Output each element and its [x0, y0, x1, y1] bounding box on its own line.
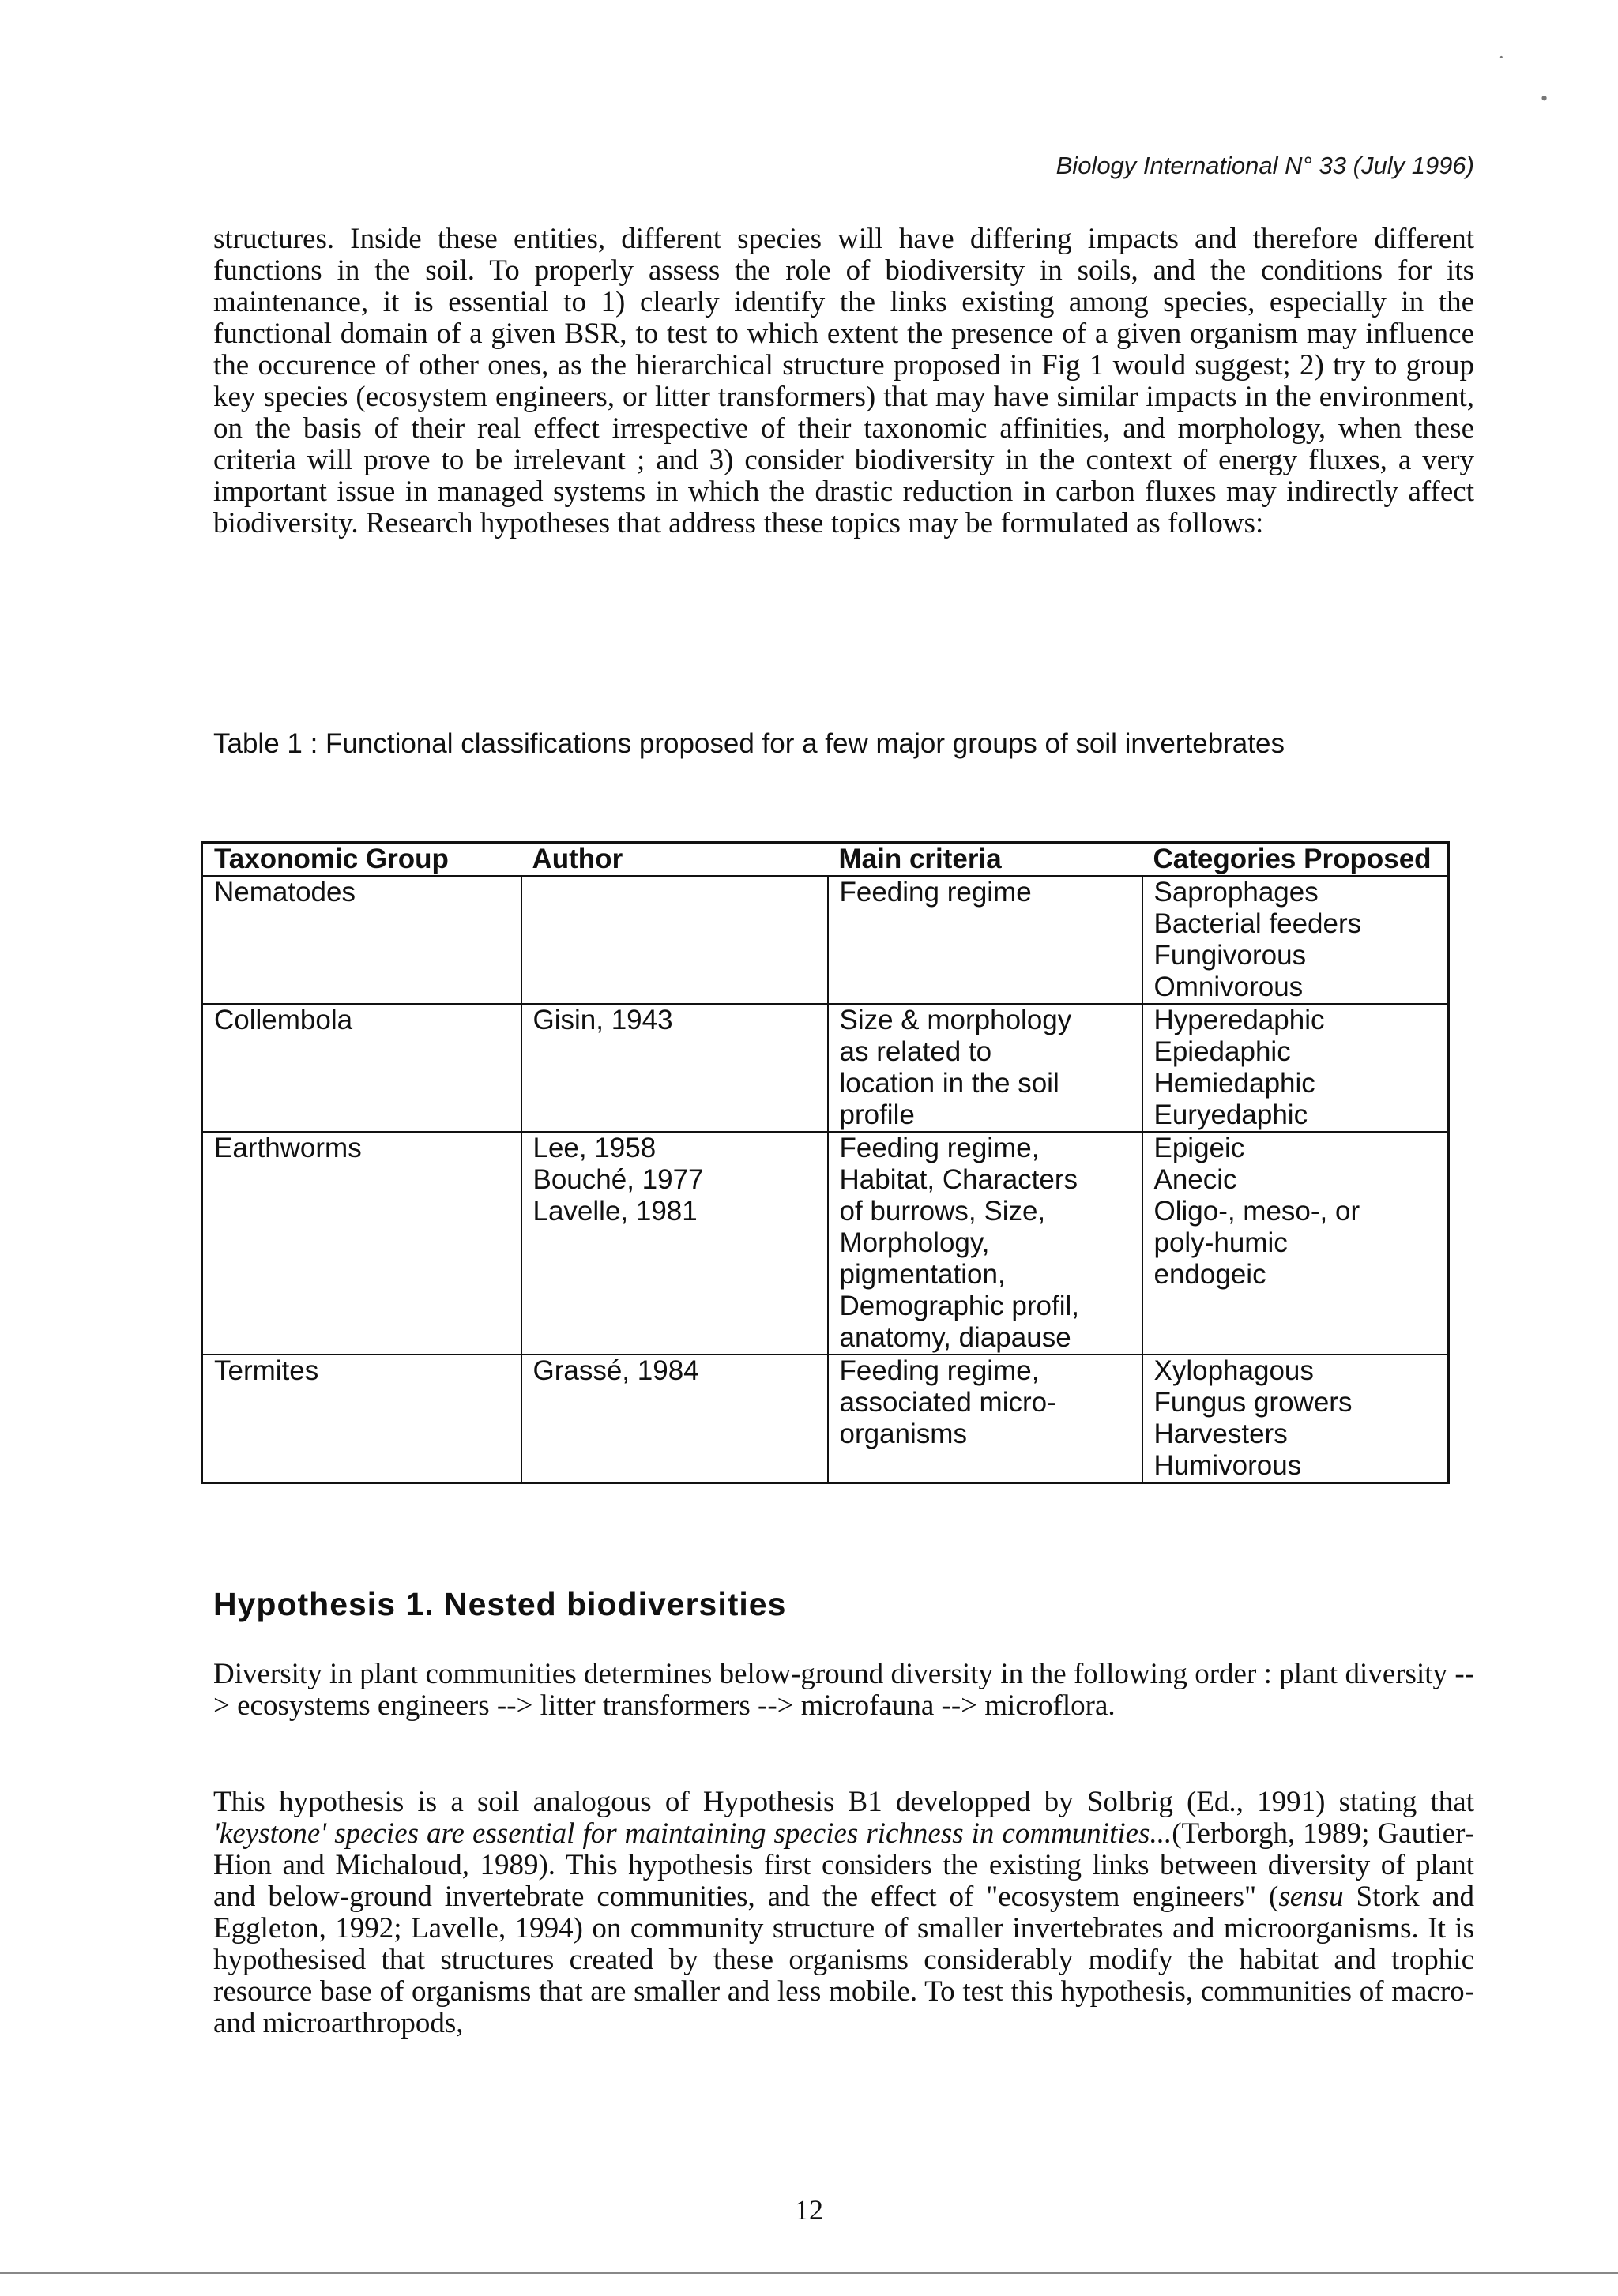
cell-line: anatomy, diapause	[839, 1322, 1071, 1353]
cell-line: Epiedaphic	[1153, 1036, 1291, 1067]
running-header: Biology International N° 33 (July 1996)	[1055, 152, 1474, 179]
bottom-rule	[0, 2272, 1618, 2274]
categories-cell	[1142, 876, 1449, 1004]
cell-line: Nematodes	[214, 877, 356, 908]
cell-line: Feeding regime	[839, 877, 1032, 908]
cell-line: as related to	[839, 1036, 992, 1067]
header-author: Author	[521, 843, 828, 877]
cell-line: of burrows, Size,	[839, 1196, 1046, 1227]
cell-line: Anecic	[1153, 1164, 1237, 1195]
cell-line: Gisin, 1943	[532, 1005, 673, 1035]
cell-line: Bacterial feeders	[1153, 908, 1362, 939]
group-cell	[202, 1132, 521, 1355]
table-row	[202, 1355, 1449, 1483]
table-row	[202, 1004, 1449, 1132]
cell-line: Termites	[214, 1355, 319, 1386]
cell-line: Morphology,	[839, 1227, 990, 1258]
cell-line: Demographic profil,	[839, 1291, 1079, 1321]
cell-line: Euryedaphic	[1153, 1099, 1308, 1130]
cell-line: Feeding regime,	[839, 1355, 1040, 1386]
cell-line: Collembola	[214, 1005, 353, 1035]
italic-quote: 'keystone' species are essential for maintaining species richness in communities...	[213, 1817, 1172, 1850]
criteria-cell	[828, 1004, 1142, 1132]
table-row	[202, 876, 1449, 1004]
text-run: This hypothesis is a soil analogous of Hypothesis B1 developped by Solbrig (Ed., 1991) stating that	[213, 1786, 1474, 1818]
categories-cell	[1142, 1132, 1449, 1355]
table-row	[202, 1132, 1449, 1355]
italic-term: sensu	[1278, 1881, 1344, 1913]
criteria-cell	[828, 1132, 1142, 1355]
criteria-cell	[828, 1355, 1142, 1483]
hypothesis-paragraph-1: Diversity in plant communities determines below-ground diversity in the following order : plant diversity --> ecosystems engineers --> litter transformers --> microfauna --> microflora.	[213, 1658, 1474, 1722]
cell-line: Fungus growers	[1153, 1387, 1353, 1418]
cell-line: Oligo-, meso-, or	[1153, 1196, 1360, 1227]
group-cell	[202, 876, 521, 1004]
cell-line: Bouché, 1977	[532, 1164, 704, 1195]
functional-classification-table	[201, 841, 1450, 1484]
cell-line: Epigeic	[1153, 1133, 1245, 1163]
cell-line: endogeic	[1153, 1259, 1266, 1290]
page-number: 12	[795, 2194, 823, 2226]
cell-line: Habitat, Characters	[839, 1164, 1078, 1195]
categories-cell	[1142, 1004, 1449, 1132]
cell-line: Hemiedaphic	[1153, 1068, 1315, 1099]
cell-line: organisms	[839, 1419, 967, 1449]
author-cell	[521, 876, 828, 1004]
group-cell	[202, 1355, 521, 1483]
cell-line: Fungivorous	[1153, 940, 1307, 971]
table-header-row	[202, 843, 1449, 877]
cell-line: Xylophagous	[1153, 1355, 1314, 1386]
cell-line: Harvesters	[1153, 1419, 1288, 1449]
group-cell	[202, 1004, 521, 1132]
categories-cell	[1142, 1355, 1449, 1483]
header-main-criteria: Main criteria	[828, 843, 1142, 877]
scan-dot-mark: •	[1541, 87, 1548, 110]
author-cell	[521, 1355, 828, 1483]
table-caption: Table 1 : Functional classifications proposed for a few major groups of soil invertebrates	[213, 728, 1285, 759]
cell-line: Omnivorous	[1153, 971, 1304, 1002]
cell-line: Lavelle, 1981	[532, 1196, 698, 1227]
intro-paragraph: structures. Inside these entities, different species will have differing impacts and therefore different functions in the soil. To properly assess the role of biodiversity in soils, and the conditions for its maintenance, it is essential to 1) clearly identify the links existing among species, especially in the functional domain of a given BSR, to test to which extent the presence of a given organism may influence the occurence of other ones, as the hierarchical structure proposed in Fig 1 would suggest; 2) try to group key species (ecosystem engineers, or litter transformers) that may have similar impacts in the environment, on the basis of their real effect irrespective of their taxonomic affinities, and morphology, when these criteria will prove to be irrelevant ; and 3) consider biodiversity in the context of energy fluxes, a very important issue in managed systems in which the drastic reduction in carbon fluxes may indirectly affect biodiversity. Research hypotheses that address these topics may be formulated as follows:	[213, 223, 1474, 539]
cell-line: location in the soil	[839, 1068, 1059, 1099]
author-cell	[521, 1132, 828, 1355]
cell-line: pigmentation,	[839, 1259, 1006, 1290]
cell-line: Humivorous	[1153, 1450, 1302, 1481]
cell-line: profile	[839, 1099, 915, 1130]
text-run: (Terborgh, 1989; Gautier-Hion and Michaloud, 1989). This hypothesis first considers the existing links between diversity of plant and below-ground invertebrate communities, and the effect of "ecosystem engineers" (	[213, 1817, 1474, 1913]
header-taxonomic-group: Taxonomic Group	[202, 843, 521, 877]
cell-line: associated micro-	[839, 1387, 1056, 1418]
scan-dot-mark: ·	[1498, 46, 1505, 69]
cell-line: Earthworms	[214, 1133, 362, 1163]
cell-line: Grassé, 1984	[532, 1355, 699, 1386]
text-run: Stork and Eggleton, 1992; Lavelle, 1994) on community structure of smaller invertebrates and microorganisms. It is hypothesised that structures created by these organisms considerably modify the habitat and trophic resource base of organisms that are smaller and less mobile. To test this hypothesis, communities of macro- and microarthropods,	[213, 1881, 1474, 2039]
header-categories-proposed: Categories Proposed	[1142, 843, 1449, 877]
cell-line: Lee, 1958	[532, 1133, 657, 1163]
cell-line: Saprophages	[1153, 877, 1319, 908]
hypothesis-heading: Hypothesis 1. Nested biodiversities	[213, 1586, 787, 1622]
cell-line: Feeding regime,	[839, 1133, 1040, 1163]
cell-line: Hyperedaphic	[1153, 1005, 1325, 1035]
table-body	[202, 876, 1449, 1483]
cell-line: poly-humic	[1153, 1227, 1288, 1258]
author-cell	[521, 1004, 828, 1132]
hypothesis-paragraph-2	[213, 1787, 1474, 2039]
cell-line: Size & morphology	[839, 1005, 1072, 1035]
criteria-cell	[828, 876, 1142, 1004]
